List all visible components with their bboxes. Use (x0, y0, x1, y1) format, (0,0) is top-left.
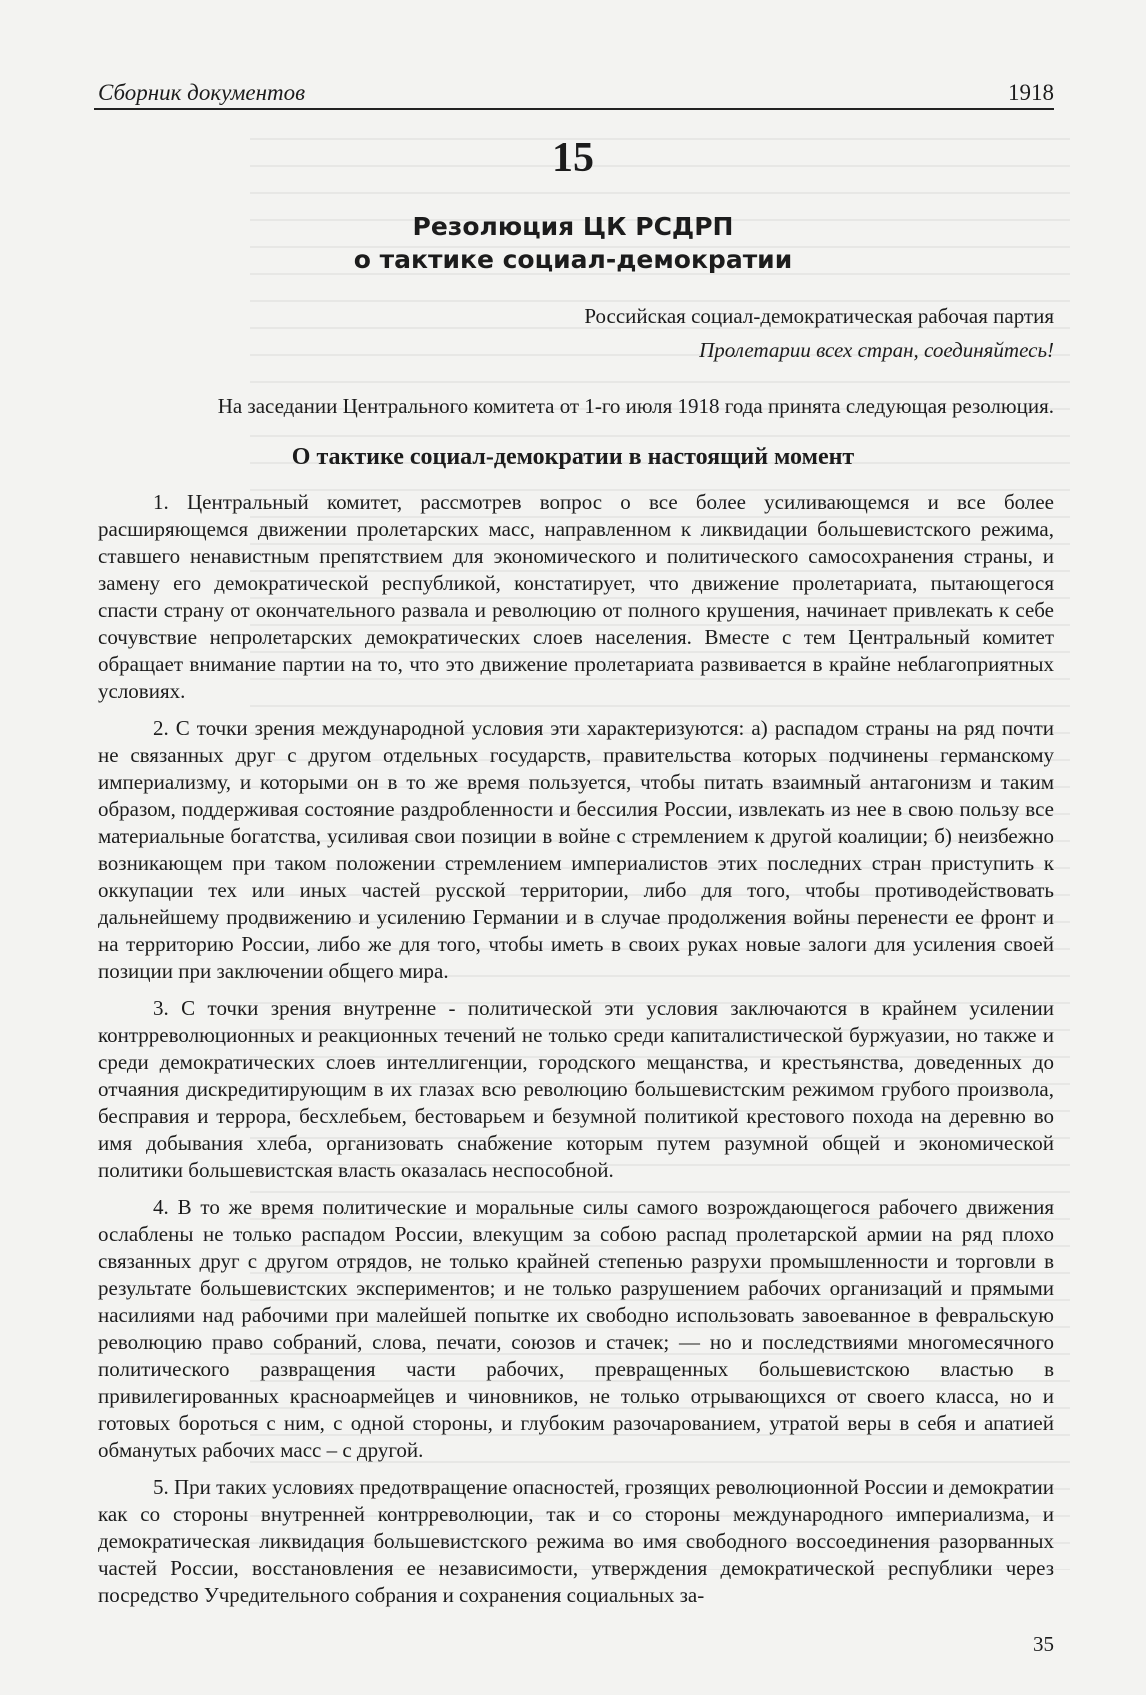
paragraph-1: 1. Центральный комитет, рассмотрев вопрос о все более усиливающемся и все более расширяющемся движении пролетарских масс, направленном к ликвидации большевистского режима, ставшего ненавистным препятствием для экономического и политического самосохранения страны, и замену его демократической республикой, констатирует, что движение пролетариата, пытающегося спасти страну от окончательного развала и революцию от полного крушения, начинает привлекать к себе сочувствие непролетарских демократических слоев населения. Вместе с тем Центральный комитет обращает внимание партии на то, что это движение пролетариата развивается в крайне неблагоприятных условиях. (98, 490, 1054, 703)
document-number: 15 (552, 135, 594, 181)
paragraph-3: 3. С точки зрения внутренне - политической эти условия заключаются в крайнем усилении контрреволюционных и реакционных течений не только среди капиталистической буржуазии, но также и среди демократических слоев интеллигенции, городского мещанства, и крестьянства, доведенных до отчаяния дискредитирующим в их глазах всю революцию большевистским режимом грубого произвола, бесправия и террора, бесхлебьем, бестоварьем и безумной политикой крестового похода на деревню во имя добывания хлеба, организовать снабжение которым путем разумной общей и экономической политики большевистская власть оказалась неспособной. (98, 996, 1054, 1182)
party-motto: Пролетарии всех стран, соединяйтесь! (699, 338, 1054, 362)
paragraph-2: 2. С точки зрения международной условия эти характеризуются: а) распадом страны на ряд почти не связанных друг с другом отдельных государств, правительства которых подчинены германскому империализму, и которыми он в то же время пользуется, чтобы питать взаимный антагонизм и таким образом, поддерживая состояние раздробленности и бессилия России, извлекать из нее в свою пользу все материальные богатства, усиливая свои позиции в войне с стремлением к другой коалиции; б) неизбежно возникающем при таком положении стремлением империалистов этих последних стран приступить к оккупации тех или иных частей русской территории, либо для того, чтобы противодействовать дальнейшему продвижению и усилению Германии и в случае продолжения войны перенести ее фронт и на территорию России, либо же для того, чтобы иметь в своих руках новые залоги для усиления своей позиции при заключении общего мира. (98, 716, 1054, 983)
running-header-year: 1918 (1008, 80, 1054, 105)
page-number: 35 (1033, 1632, 1054, 1656)
party-name: Российская социал-демократическая рабочая партия (584, 304, 1054, 328)
resolution-subtitle: О тактике социал-демократии в настоящий момент (291, 444, 855, 470)
paragraph-4: 4. В то же время политические и моральные силы самого возрождающегося рабочего движения ослаблены не только распадом России, влекущим за собою распад пролетарской армии на ряд плохо связанных друг с другом отрядов, не только крайней степенью разрухи промышленности и торговли в результате большевистских экспериментов; и не только разрушением рабочих организаций и прямыми насилиями над рабочими при малейшей попытке их свободно использовать завоеванное в февральскую революцию право собраний, слова, печати, союзов и стачек; — но и последствиями многомесячного политического развращения части рабочих, превращенных большевистскою властью в привилегированных красноармейцев и чиновников, не только отрывающихся от своего класса, но и готовых бороться с ним, с одной стороны, и глубоким разочарованием, утратой веры в себя и апатией обманутых рабочих масс – с другой. (98, 1195, 1054, 1462)
preamble: На заседании Центрального комитета от 1-го июля 1918 года принята следующая резолюция. (217, 394, 1054, 418)
document-title-line-2: о тактике социал-демократии (353, 245, 793, 274)
paragraph-5: 5. При таких условиях предотвращение опасностей, грозящих революционной России и демократии как со стороны внутренней контрреволюции, так и со стороны международного империализма, и демократическая ликвидация большевистского режима во имя свободного воссоединения разорванных частей России, восстановления ее независимости, утверждения демократической республики через посредство Учредительного собрания и сохранения социальных за- (98, 1475, 1054, 1607)
running-header-title: Сборник документов (98, 80, 306, 105)
document-title-line-1: Резолюция ЦК РСДРП (412, 212, 734, 241)
resolution-body (98, 489, 1054, 1619)
header-rule (94, 108, 1054, 110)
